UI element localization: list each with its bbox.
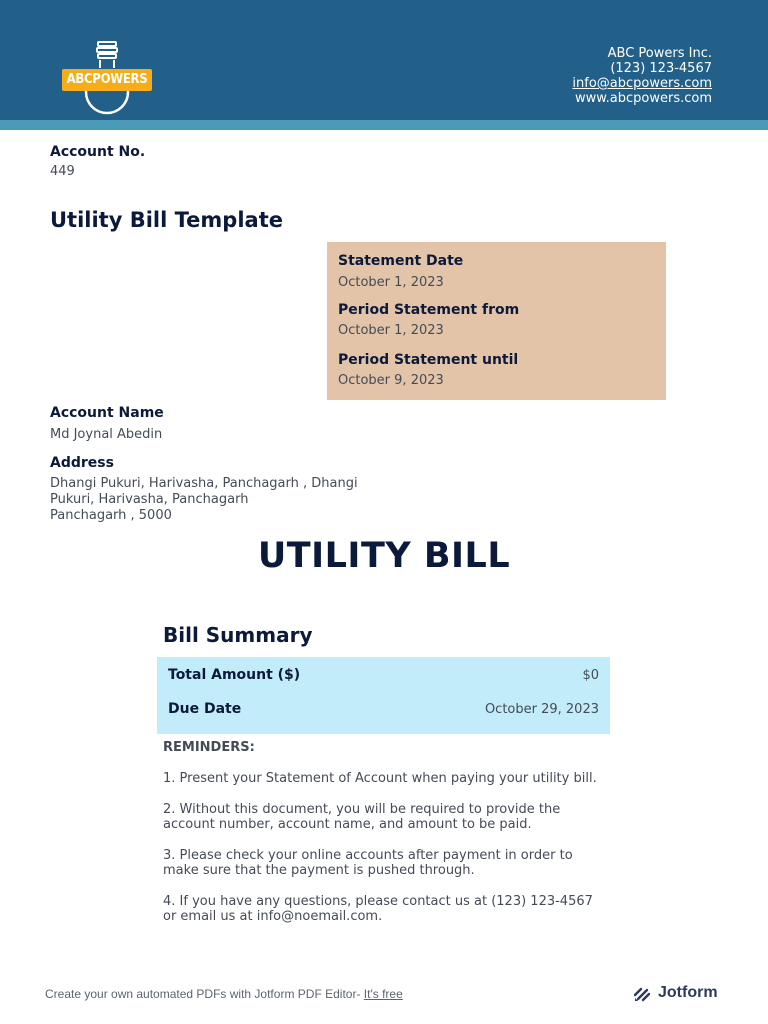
address-line: Dhangi Pukuri, Harivasha, Panchagarh , Dhangi <box>50 476 358 491</box>
logo-wordmark: ABCPOWERS <box>62 69 152 91</box>
period-until-value: October 9, 2023 <box>338 373 444 388</box>
statement-box <box>327 242 666 400</box>
address-value <box>50 476 360 524</box>
company-website: www.abcpowers.com <box>574 91 712 106</box>
bill-summary-title: Bill Summary <box>163 623 313 647</box>
address-line: Pukuri, Harivasha, Panchagarh <box>50 492 249 507</box>
address-label: Address <box>50 455 114 471</box>
footer-promo <box>45 987 403 1001</box>
document-title: Utility Bill Template <box>50 208 283 232</box>
period-from-value: October 1, 2023 <box>338 323 444 338</box>
address-line: Panchagarh , 5000 <box>50 508 172 523</box>
main-heading: UTILITY BILL <box>257 536 511 576</box>
period-from-label: Period Statement from <box>338 302 520 318</box>
total-amount-value: $0 <box>582 668 599 683</box>
bill-summary-box <box>157 657 610 734</box>
header-stripe <box>0 120 768 130</box>
its-free-link[interactable]: It's free <box>363 987 403 1001</box>
reminders-title: REMINDERS: <box>163 740 255 755</box>
company-phone: (123) 123-4567 <box>610 61 712 76</box>
statement-date-label: Statement Date <box>338 253 464 269</box>
jotform-wordmark: Jotform <box>658 984 718 1001</box>
reminder-item: 4. If you have any questions, please contact us at (123) 123-4567 or email us at info@noemail.com. <box>163 893 593 924</box>
account-name-value: Md Joynal Abedin <box>50 427 163 442</box>
total-amount-row <box>168 667 599 687</box>
reminder-item: 2. Without this document, you will be required to provide the account number, account name, and amount to be paid. <box>163 801 561 832</box>
jotform-logo-icon <box>634 986 652 1002</box>
reminders-list <box>163 771 608 940</box>
company-name: ABC Powers Inc. <box>607 46 712 61</box>
account-number-label: Account No. <box>50 144 146 160</box>
statement-date-value: October 1, 2023 <box>338 275 444 290</box>
due-date-row <box>168 701 599 721</box>
reminder-item: 1. Present your Statement of Account when paying your utility bill. <box>163 771 597 786</box>
reminder-item: 3. Please check your online accounts after payment in order to make sure that the payment is pushed through. <box>163 847 573 878</box>
footer-promo-text: Create your own automated PDFs with Jotform PDF Editor- <box>45 987 364 1001</box>
period-until-label: Period Statement until <box>338 352 519 368</box>
account-number-value: 449 <box>50 164 75 179</box>
company-contact <box>572 46 712 106</box>
total-amount-label: Total Amount ($) <box>168 667 301 683</box>
due-date-label: Due Date <box>168 701 242 717</box>
company-email-link[interactable]: info@abcpowers.com <box>572 76 712 91</box>
due-date-value: October 29, 2023 <box>484 702 599 717</box>
account-name-label: Account Name <box>50 405 164 421</box>
